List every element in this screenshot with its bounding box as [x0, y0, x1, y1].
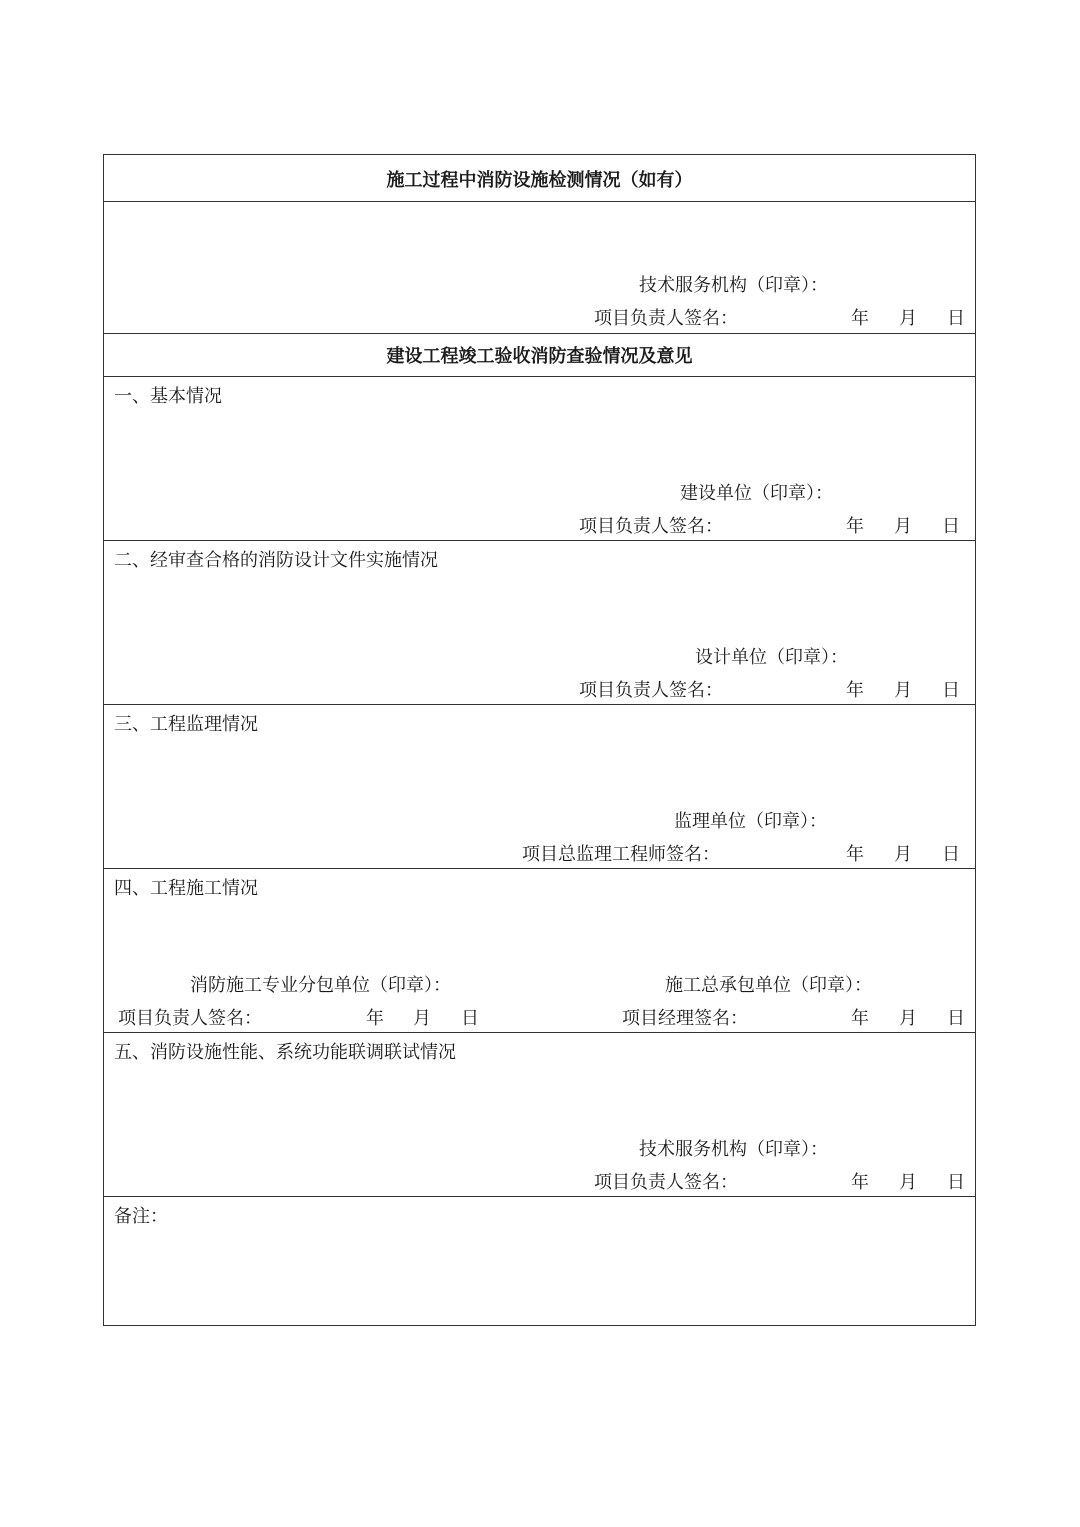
- joint-testing-day: 日: [947, 1172, 965, 1193]
- supervision-org-seal: 监理单位（印章）：: [674, 811, 827, 832]
- subcontractor-day: 日: [461, 1008, 479, 1029]
- testing-signature: 项目负责人签名：: [594, 308, 738, 329]
- joint-testing-month: 月: [899, 1172, 917, 1193]
- testing-title-row: [104, 155, 975, 201]
- design-year: 年: [846, 680, 864, 701]
- joint-testing-heading: 五、消防设施性能、系统功能联调联试情况: [114, 1042, 456, 1063]
- supervision-section: [104, 704, 975, 868]
- general-contractor-year: 年: [851, 1008, 869, 1029]
- fire-acceptance-form: [103, 154, 976, 1326]
- acceptance-title: 建设工程竣工验收消防查验情况及意见: [386, 346, 693, 367]
- testing-section: [104, 201, 975, 333]
- supervision-heading: 三、工程监理情况: [114, 714, 258, 735]
- general-contractor-month: 月: [899, 1008, 917, 1029]
- joint-testing-year: 年: [851, 1172, 869, 1193]
- subcontractor-org-seal: 消防施工专业分包单位（印章）：: [190, 975, 451, 996]
- general-contractor-signature: 项目经理签名：: [622, 1008, 748, 1029]
- subcontractor-year: 年: [366, 1008, 384, 1029]
- basic-info-month: 月: [894, 516, 912, 537]
- basic-info-year: 年: [846, 516, 864, 537]
- acceptance-title-row: [104, 333, 975, 376]
- testing-title: 施工过程中消防设施检测情况（如有）: [386, 170, 693, 191]
- joint-testing-org-seal: 技术服务机构（印章）：: [639, 1139, 828, 1160]
- testing-day: 日: [947, 308, 965, 329]
- subcontractor-month: 月: [413, 1008, 431, 1029]
- subcontractor-signature: 项目负责人签名：: [118, 1008, 262, 1029]
- supervision-year: 年: [846, 844, 864, 865]
- general-contractor-org-seal: 施工总承包单位（印章）：: [665, 975, 872, 996]
- remarks-label: 备注：: [114, 1206, 168, 1227]
- design-month: 月: [894, 680, 912, 701]
- design-org-seal: 设计单位（印章）：: [695, 647, 848, 668]
- supervision-day: 日: [942, 844, 960, 865]
- remarks-section: [104, 1196, 975, 1325]
- basic-info-section: [104, 376, 975, 540]
- basic-info-heading: 一、基本情况: [114, 386, 222, 407]
- joint-testing-section: [104, 1032, 975, 1196]
- basic-info-org-seal: 建设单位（印章）：: [680, 483, 833, 504]
- design-signature: 项目负责人签名：: [579, 680, 723, 701]
- general-contractor-day: 日: [947, 1008, 965, 1029]
- design-heading: 二、经审查合格的消防设计文件实施情况: [114, 550, 438, 571]
- supervision-signature: 项目总监理工程师签名：: [522, 844, 720, 865]
- testing-year: 年: [851, 308, 869, 329]
- joint-testing-signature: 项目负责人签名：: [594, 1172, 738, 1193]
- construction-section: [104, 868, 975, 1032]
- construction-heading: 四、工程施工情况: [114, 878, 258, 899]
- basic-info-day: 日: [942, 516, 960, 537]
- testing-month: 月: [899, 308, 917, 329]
- supervision-month: 月: [894, 844, 912, 865]
- basic-info-signature: 项目负责人签名：: [579, 516, 723, 537]
- design-day: 日: [942, 680, 960, 701]
- testing-org-seal: 技术服务机构（印章）：: [639, 275, 828, 296]
- design-section: [104, 540, 975, 704]
